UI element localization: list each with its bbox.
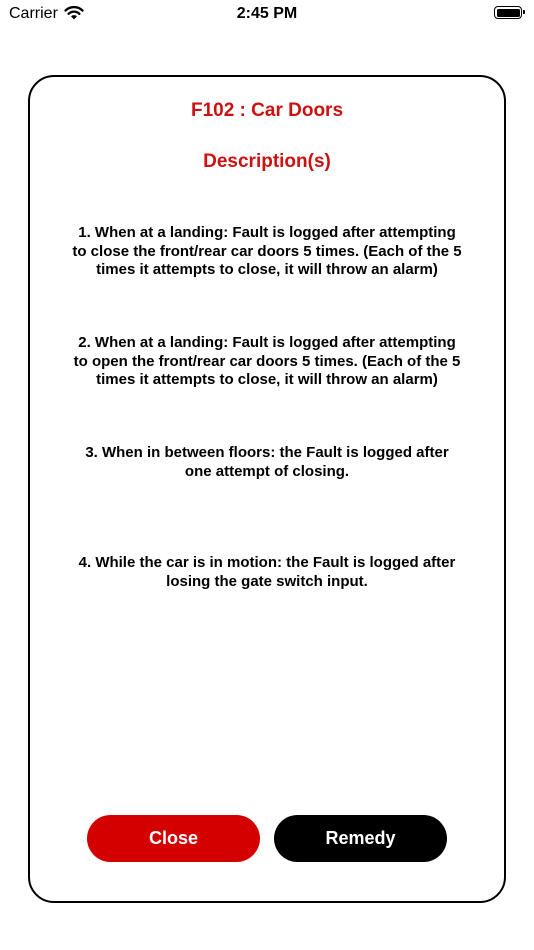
fault-title: F102 : Car Doors (190, 100, 344, 121)
status-time: 2:45 PM (236, 5, 298, 22)
status-bar (0, 0, 534, 30)
description-item-2: 2. When at a landing: Fault is logged after attempting to open the front/rear car doors 5 times. (Each of the 5 times it attempts to close, it will throw an alarm) (73, 334, 461, 388)
description-item-4: 4. While the car is in motion: the Fault is logged after losing the gate switch input. (78, 554, 456, 590)
description-item-1: 1. When at a landing: Fault is logged after attempting to close the front/rear car doors 5 times. (Each of the 5 times it attempts to close, it will throw an alarm) (72, 224, 462, 278)
carrier-label: Carrier (9, 5, 58, 22)
battery-icon (494, 6, 522, 19)
remedy-button[interactable]: Remedy (274, 815, 447, 862)
description-item-3: 3. When in between floors: the Fault is logged after one attempt of closing. (85, 444, 449, 480)
close-button[interactable]: Close (87, 815, 260, 862)
description-heading: Description(s) (203, 151, 331, 172)
fault-detail-card (28, 75, 506, 903)
